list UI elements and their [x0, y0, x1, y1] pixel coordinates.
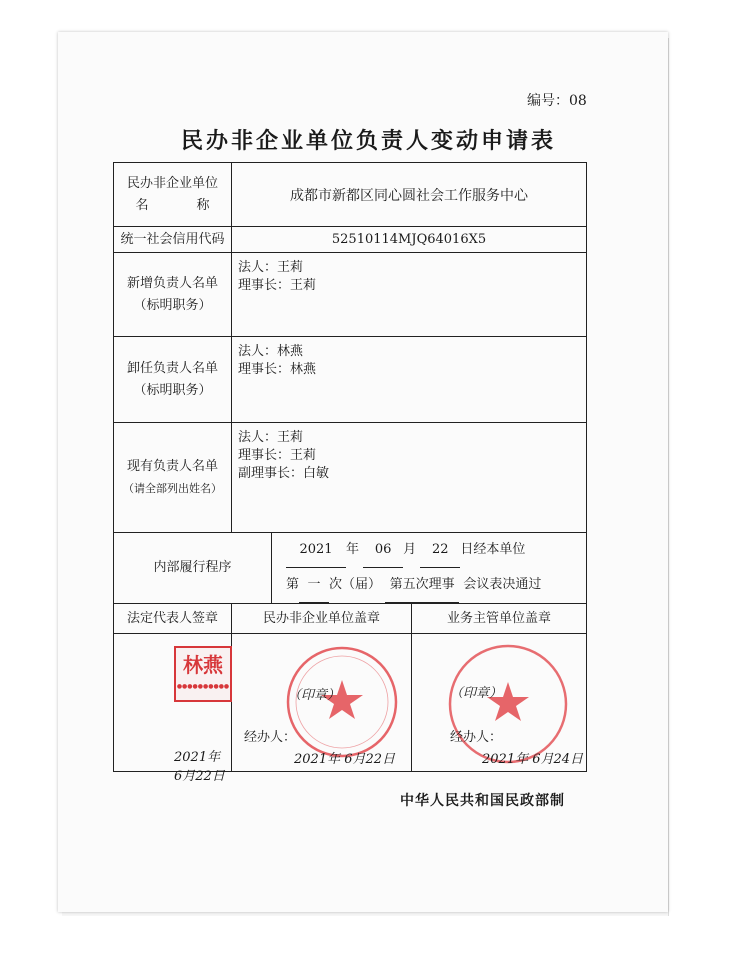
removed-leaders-label: 卸任负责人名单 （标明职务） — [114, 337, 232, 423]
org-seal-mark: （印章） — [288, 688, 341, 703]
current-leaders-list — [232, 423, 587, 533]
authority-seal-header: 业务主管单位盖章 — [412, 604, 587, 634]
legal-rep-date: 2021年 6月22日 — [174, 750, 225, 784]
org-name-label: 民办非企业单位 名 称 — [114, 163, 232, 227]
authority-handler-label: 经办人： — [450, 730, 503, 745]
list-item: 副理事长：白敏 — [238, 466, 330, 481]
procedure-month: 06 — [363, 533, 403, 568]
list-item: 法人：王莉 — [238, 430, 304, 445]
list-item: 法人：林燕 — [238, 344, 304, 359]
new-leaders-label: 新增负责人名单 （标明职务） — [114, 253, 232, 337]
credit-code-value: 52510114MJQ64016X5 — [232, 227, 587, 253]
list-item: 理事长：王莉 — [238, 448, 317, 463]
authority-date: 2021年 6月24日 — [482, 752, 584, 767]
document-number: 编号：08 — [527, 93, 587, 109]
legal-rep-sign-cell — [114, 634, 232, 784]
new-leaders-list — [232, 253, 587, 337]
authority-seal-cell — [412, 634, 587, 772]
procedure-session: 一 — [299, 568, 329, 603]
legal-rep-header: 法定代表人签章 — [114, 604, 232, 634]
application-form-table — [113, 162, 587, 784]
procedure-label: 内部履行程序 — [114, 533, 272, 604]
issuer-footer: 中华人民共和国民政部制 — [400, 793, 565, 809]
procedure-meeting: 第五次理事 — [385, 568, 459, 603]
authority-seal-mark: （印章） — [450, 686, 503, 701]
list-item: 法人：王莉 — [238, 260, 304, 275]
removed-leaders-list — [232, 337, 587, 423]
list-item: 理事长：林燕 — [238, 362, 317, 377]
org-handler-label: 经办人： — [244, 730, 297, 745]
org-seal-header: 民办非企业单位盖章 — [232, 604, 412, 634]
procedure-year: 2021 — [286, 533, 346, 568]
org-name-value: 成都市新都区同心圆社会工作服务中心 — [232, 163, 587, 227]
list-item: 理事长：王莉 — [238, 278, 317, 293]
form-title: 民办非企业单位负责人变动申请表 — [180, 128, 556, 154]
org-seal-cell — [232, 634, 412, 772]
legal-rep-seal: 林燕 ●●●●●●●●●● — [174, 646, 232, 702]
procedure-text: 2021 年 06 月 22 日经本单位 第 一 次（届） 第五次理事 会议表决通过 — [272, 533, 587, 604]
credit-code-label: 统一社会信用代码 — [114, 227, 232, 253]
org-date: 2021年 6月22日 — [294, 752, 396, 767]
procedure-day: 22 — [420, 533, 460, 568]
current-leaders-label: 现有负责人名单 （请全部列出姓名） — [114, 423, 232, 533]
